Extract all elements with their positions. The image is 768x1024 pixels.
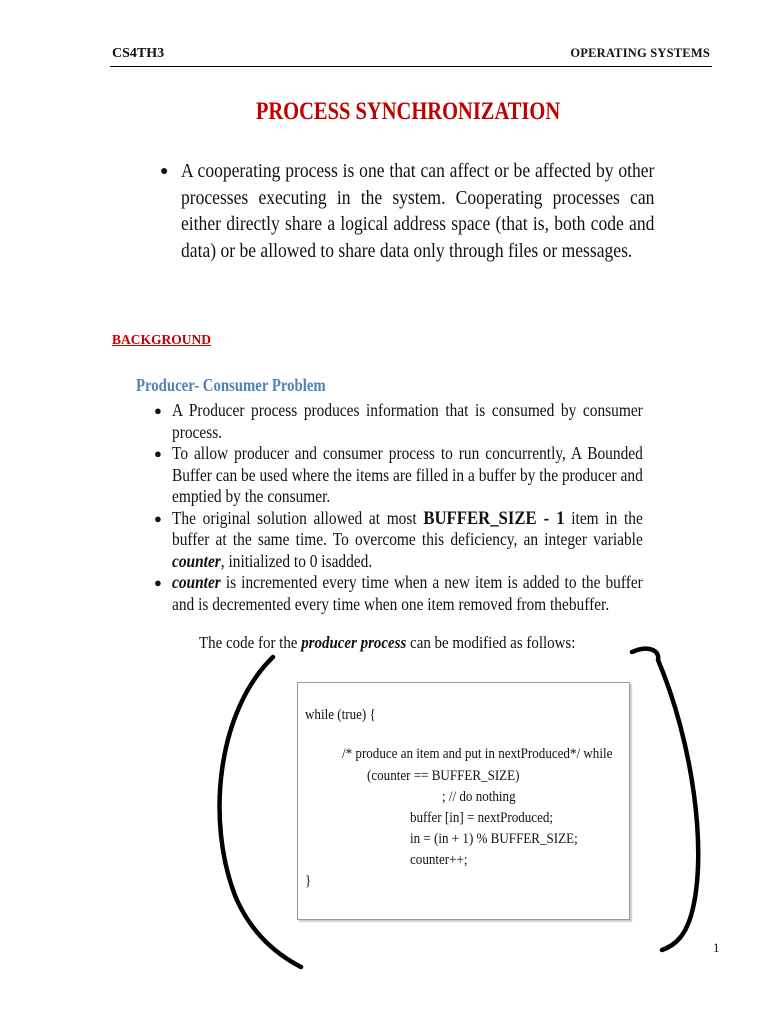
- buffer-size-term: BUFFER_SIZE - 1: [423, 507, 565, 529]
- bullet-icon: ●: [154, 446, 162, 461]
- page-title: PROCESS SYNCHRONIZATION: [255, 98, 561, 125]
- counter-term: counter: [172, 550, 221, 571]
- counter-term: counter: [172, 572, 221, 592]
- producer-process-term: producer process: [301, 633, 407, 652]
- code-line: (counter == BUFFER_SIZE): [367, 768, 520, 784]
- code-line: in = (in + 1) % BUFFER_SIZE;: [410, 831, 578, 847]
- list-item-text: A Producer process produces information that is consumed by consumer process.: [172, 400, 643, 442]
- text-run: item in the buffer at the same time. To overcome this deficiency, an integer variable: [172, 507, 643, 549]
- code-line: ; // do nothing: [442, 789, 516, 805]
- right-bracket-stroke: [632, 649, 698, 950]
- code-line: buffer [in] = nextProduced;: [410, 810, 554, 826]
- left-bracket-stroke: [220, 657, 301, 967]
- page-number: 1: [713, 940, 720, 955]
- code-line: counter++;: [410, 852, 468, 868]
- subsection-heading: Producer- Consumer Problem: [136, 375, 326, 395]
- list-item-text: To allow producer and consumer process to run concurrently, A Bounded Buffer can be used where the items are filled in a buffer by the producer and emptied by the consumer.: [172, 443, 643, 506]
- bullet-icon: ●: [154, 510, 162, 526]
- text-run: , initialized to 0 isadded.: [220, 550, 373, 571]
- intro-text: A cooperating process is one that can affect or be affected by other processes executing in the system. Cooperating processes can either directly share a logical address space (that is, both code and data) or be allowed to share data only through files or messages.: [181, 161, 655, 262]
- code-line: while (true) {: [305, 707, 376, 723]
- bullet-icon: ●: [154, 575, 162, 590]
- code-line: /* produce an item and put in nextProduced*/ while: [342, 746, 613, 762]
- bullet-icon: ●: [154, 403, 162, 418]
- bullet-icon: ●: [160, 164, 169, 179]
- header-course-code: CS4TH3: [112, 46, 165, 61]
- text-run: is incremented every time when a new item is added to the buffer and is decremented every time when one item removed from thebuffer.: [172, 572, 643, 614]
- section-heading: BACKGROUND: [112, 332, 212, 347]
- header-subject: OPERATING SYSTEMS: [570, 46, 710, 60]
- text-run: can be modified as follows:: [406, 633, 576, 652]
- text-run: The original solution allowed at most: [172, 507, 424, 528]
- code-line: }: [305, 873, 312, 889]
- text-run: The code for the: [199, 633, 302, 652]
